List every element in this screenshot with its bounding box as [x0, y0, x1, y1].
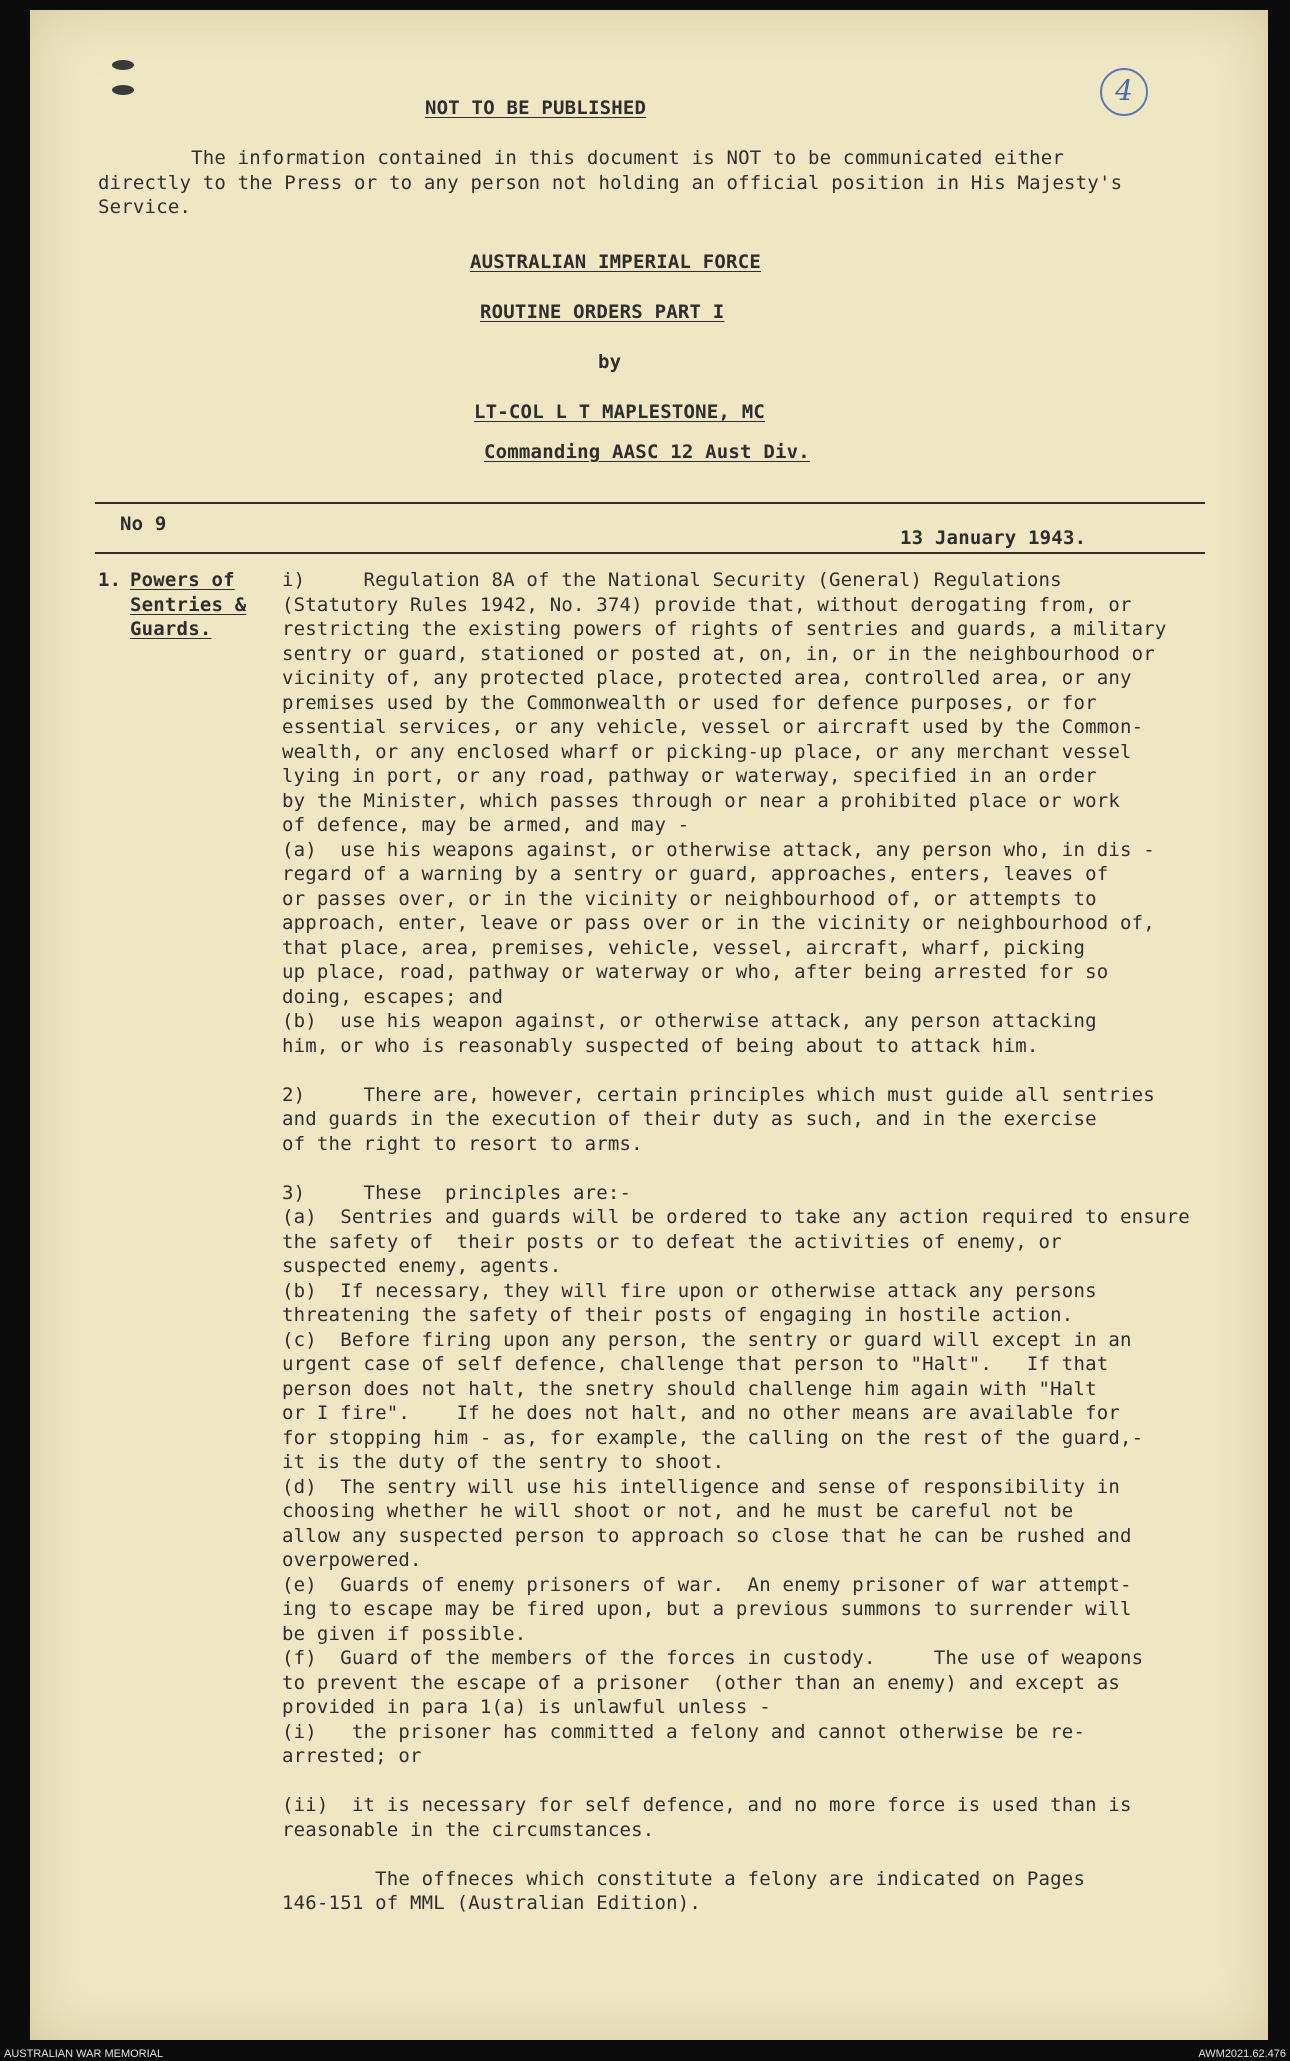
body-line	[282, 1058, 1190, 1083]
body-line: up place, road, pathway or waterway or who, after being arrested for so	[282, 961, 1109, 983]
body-line: i) Regulation 8A of the National Security (General) Regulations	[282, 569, 1062, 591]
body-line: 2) There are, however, certain principles which must guide all sentries	[282, 1083, 1155, 1106]
section-number: 1.	[98, 569, 122, 591]
section-body	[282, 568, 1190, 1916]
body-line: and guards in the execution of their duty as such, and in the exercise	[282, 1108, 1097, 1130]
body-line	[282, 1769, 1190, 1794]
heading-line: Sentries &	[130, 593, 247, 616]
divider-top	[95, 502, 1205, 504]
order-date: 13 January 1943.	[900, 527, 1087, 549]
body-line: person does not halt, the snetry should challenge him again with "Halt	[282, 1377, 1097, 1400]
body-line: for stopping him - as, for example, the calling on the rest of the guard,-	[282, 1426, 1144, 1449]
restriction-notice	[98, 146, 1122, 220]
body-line: overpowered.	[282, 1549, 422, 1571]
orders-title: ROUTINE ORDERS PART I	[480, 301, 725, 323]
force-title: AUSTRALIAN IMPERIAL FORCE	[470, 251, 761, 273]
body-line: regard of a warning by a sentry or guard, approaches, enters, leaves of	[282, 863, 1109, 885]
body-line	[282, 1156, 1190, 1181]
body-line: premises used by the Commonwealth or used for defence purposes, or for	[282, 691, 1097, 714]
body-line: (b) If necessary, they will fire upon or otherwise attack any persons	[282, 1279, 1097, 1302]
body-line: of defence, may be armed, and may -	[282, 814, 690, 836]
heading-line: Powers of	[130, 569, 235, 591]
body-line: that place, area, premises, vehicle, vessel, aircraft, wharf, picking	[282, 936, 1086, 959]
body-line: 3) These principles are:-	[282, 1181, 632, 1204]
footer-left: AUSTRALIAN WAR MEMORIAL	[4, 2048, 164, 2060]
by-line: by	[598, 351, 622, 373]
restriction-line: The information contained in this document is NOT to be communicated either	[98, 147, 1065, 169]
body-line: approach, enter, leave or pass over or in the vicinity or neighbourhood of,	[282, 912, 1155, 934]
restriction-line: directly to the Press or to any person not holding an official position in His Majesty's	[98, 171, 1123, 194]
body-line	[282, 1842, 1190, 1867]
body-line: threatening the safety of their posts of engaging in hostile action.	[282, 1304, 1074, 1326]
body-line: wealth, or any enclosed wharf or picking-up place, or any merchant vessel	[282, 740, 1132, 763]
body-line: (i) the prisoner has committed a felony and cannot otherwise be re-	[282, 1720, 1086, 1743]
body-line: restricting the existing powers of rights of sentries and guards, a military	[282, 618, 1167, 640]
body-line: (ii) it is necessary for self defence, and no more force is used than is	[282, 1794, 1132, 1816]
body-line: (f) Guard of the members of the forces in custody. The use of weapons	[282, 1647, 1144, 1669]
restriction-title: NOT TO BE PUBLISHED	[425, 97, 647, 119]
body-line: it is the duty of the sentry to shoot.	[282, 1451, 725, 1473]
body-line: suspected enemy, agents.	[282, 1255, 562, 1277]
body-line: him, or who is reasonably suspected of being about to attack him.	[282, 1034, 1039, 1057]
body-line: (c) Before firing upon any person, the sentry or guard will except in an	[282, 1328, 1132, 1351]
body-line: allow any suspected person to approach so close that he can be rushed and	[282, 1524, 1132, 1547]
body-line: (Statutory Rules 1942, No. 374) provide that, without derogating from, or	[282, 593, 1132, 616]
body-line: lying in port, or any road, pathway or waterway, specified in an order	[282, 765, 1097, 787]
body-line: (d) The sentry will use his intelligence and sense of responsibility in	[282, 1475, 1121, 1498]
footer-right: AWM2021.62.476	[1198, 2048, 1286, 2060]
punch-hole	[112, 85, 134, 95]
body-line: essential services, or any vehicle, vessel or aircraft used by the Common-	[282, 716, 1144, 738]
body-line: (e) Guards of enemy prisoners of war. An enemy prisoner of war attempt-	[282, 1573, 1132, 1596]
officer-name: LT-COL L T MAPLESTONE, MC	[474, 401, 765, 423]
body-line: arrested; or	[282, 1745, 422, 1767]
body-line: of the right to resort to arms.	[282, 1132, 643, 1155]
punch-hole	[112, 60, 134, 70]
body-line: provided in para 1(a) is unlawful unless -	[282, 1696, 771, 1718]
body-line: (a) use his weapons against, or otherwise attack, any person who, in dis -	[282, 838, 1155, 861]
heading-line: Guards.	[130, 618, 212, 640]
body-line: or I fire". If he does not halt, and no other means are available for	[282, 1402, 1121, 1424]
order-number: No 9	[120, 513, 167, 535]
body-line: (a) Sentries and guards will be ordered to take any action required to ensure	[282, 1206, 1190, 1228]
body-line: ing to escape may be fired upon, but a previous summons to surrender will	[282, 1598, 1132, 1620]
body-line: the safety of their posts or to defeat the activities of enemy, or	[282, 1230, 1062, 1253]
body-line: by the Minister, which passes through or near a prohibited place or work	[282, 789, 1121, 812]
command-line: Commanding AASC 12 Aust Div.	[484, 441, 810, 463]
restriction-line: Service.	[98, 196, 192, 218]
body-line: urgent case of self defence, challenge that person to "Halt". If that	[282, 1353, 1109, 1375]
body-line: 146-151 of MML (Australian Edition).	[282, 1892, 702, 1914]
body-line: sentry or guard, stationed or posted at, on, in, or in the neighbourhood or	[282, 642, 1155, 665]
body-line: (b) use his weapon against, or otherwise attack, any person attacking	[282, 1010, 1097, 1032]
section-heading	[130, 568, 246, 642]
page-number-annotation: 4	[1100, 68, 1148, 116]
body-line: to prevent the escape of a prisoner (other than an enemy) and except as	[282, 1671, 1121, 1694]
body-line: vicinity of, any protected place, protected area, controlled area, or any	[282, 667, 1132, 689]
body-line: be given if possible.	[282, 1622, 527, 1645]
body-line: or passes over, or in the vicinity or neighbourhood of, or attempts to	[282, 887, 1097, 910]
body-line: doing, escapes; and	[282, 985, 504, 1008]
divider-bottom	[95, 552, 1205, 554]
body-line: choosing whether he will shoot or not, and he must be careful not be	[282, 1500, 1074, 1522]
body-line: The offneces which constitute a felony are indicated on Pages	[282, 1867, 1086, 1890]
body-line: reasonable in the circumstances.	[282, 1818, 655, 1841]
